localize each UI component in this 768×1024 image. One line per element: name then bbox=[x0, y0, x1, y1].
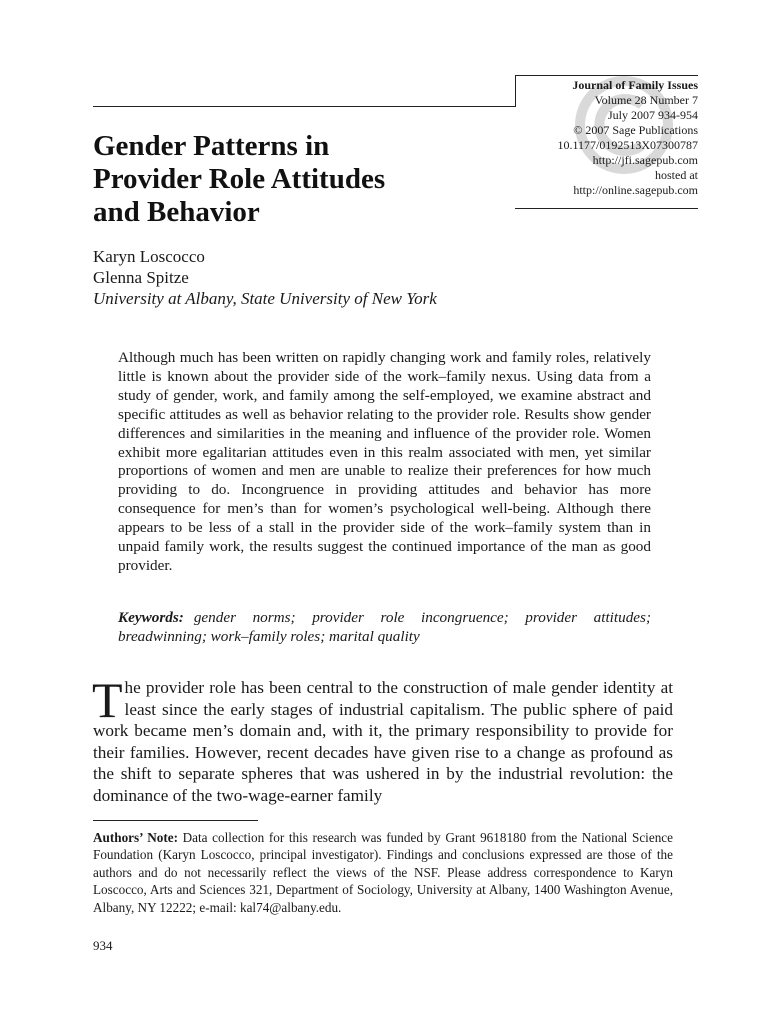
author-block bbox=[93, 246, 437, 309]
author-affiliation: University at Albany, State University of New York bbox=[93, 289, 437, 308]
header-rule-bottom-right bbox=[515, 208, 698, 209]
journal-hosted-url: http://online.sagepub.com bbox=[573, 183, 698, 197]
article-title bbox=[93, 130, 493, 229]
title-line: and Behavior bbox=[93, 196, 260, 228]
header-rule-top-right bbox=[515, 75, 698, 76]
header-rule-left bbox=[93, 106, 515, 107]
journal-url: http://jfi.sagepub.com bbox=[592, 153, 698, 167]
footnote-rule bbox=[93, 820, 258, 821]
body-text: he provider role has been central to the construction of male gender identity at least since the early stages of industrial capitalism. The public sphere of paid work became men’s domain and, with it, the primary responsibility to provide for their families. However, recent decades have given rise to a change as profound as the shift to separate spheres that was ushered in by the industrial revolution: the dominance of the two-wage-earner family bbox=[93, 678, 673, 805]
keywords-label: Keywords: bbox=[118, 609, 184, 626]
authors-note-text: Data collection for this research was funded by Grant 9618180 from the National Science Foundation (Karyn Loscocco, principal investigator). Findings and conclusions expressed are those of the authors and do not necessarily reflect the views of the NSF. Please address correspondence to Karyn Loscocco, Arts and Sciences 321, Department of Sociology, University at Albany, 1400 Washington Avenue, Albany, NY 12222; e-mail: kal74@albany.edu. bbox=[93, 830, 673, 915]
authors-note bbox=[93, 829, 673, 916]
author-name: Karyn Loscocco bbox=[93, 247, 205, 266]
journal-name: Journal of Family Issues bbox=[572, 78, 698, 92]
journal-date-pages: July 2007 934-954 bbox=[608, 108, 698, 122]
author-name: Glenna Spitze bbox=[93, 268, 189, 287]
authors-note-label: Authors’ Note: bbox=[93, 830, 178, 845]
drop-cap: T bbox=[92, 672, 123, 728]
keywords bbox=[118, 608, 651, 646]
journal-doi: 10.1177/0192513X07300787 bbox=[557, 138, 698, 152]
keywords-text: gender norms; provider role incongruence; provider attitudes; breadwinning; work–family roles; marital quality bbox=[118, 609, 651, 645]
abstract: Although much has been written on rapidly changing work and family roles, relatively little is known about the provider side of the work–family nexus. Using data from a study of gender, work, and family among the self-employed, we examine abstract and specific attitudes as well as behavior relating to the provider role. Results show gender differences and similarities in the meaning and influence of the provider role. Women exhibit more egalitarian attitudes even in this realm associated with men, yet similar proportions of women and men are unable to realize their preferences for how much providing to do. Incongruence in providing attitudes and behavior has more consequence for men’s than for women’s psychological well-being. Although there appears to be less of a stall in the provider side of the work–family system than in unpaid family work, the results suggest the continued importance of the man as good provider. bbox=[118, 349, 651, 574]
journal-copyright: © 2007 Sage Publications bbox=[573, 123, 698, 137]
title-line: Provider Role Attitudes bbox=[93, 163, 386, 195]
journal-info bbox=[500, 78, 698, 198]
title-line: Gender Patterns in bbox=[93, 130, 330, 162]
journal-volume: Volume 28 Number 7 bbox=[594, 93, 698, 107]
journal-hosted-label: hosted at bbox=[655, 168, 698, 182]
body-paragraph bbox=[92, 672, 673, 806]
page-number: 934 bbox=[93, 938, 113, 953]
